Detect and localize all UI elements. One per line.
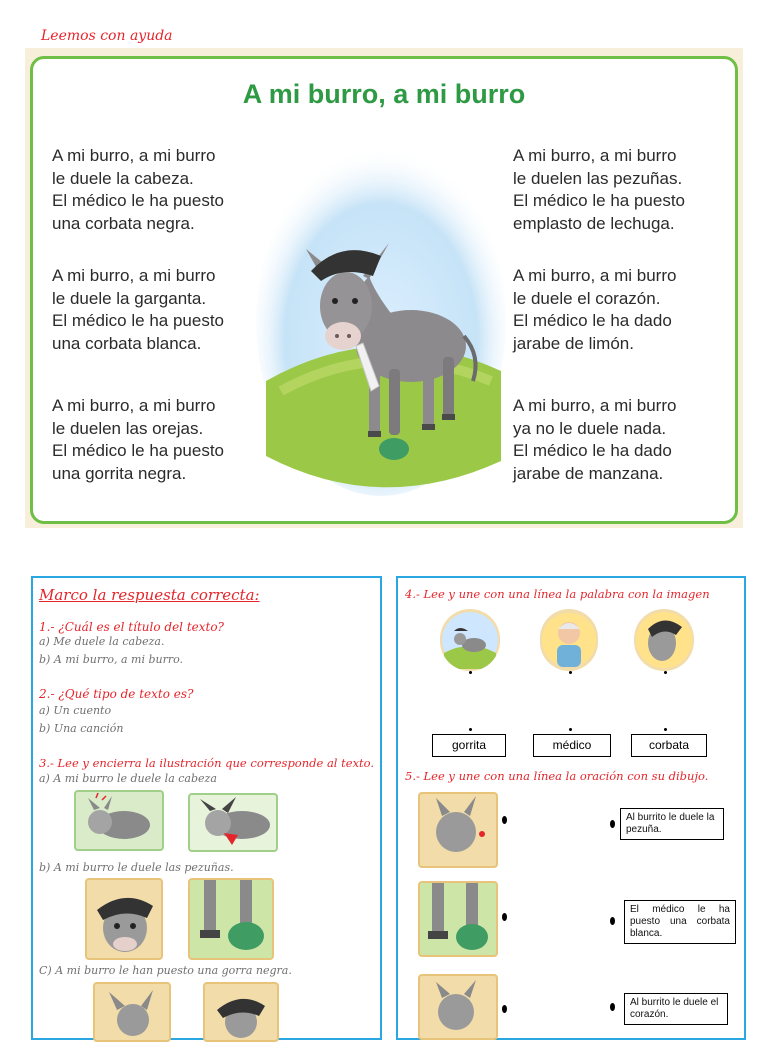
stanza-line: El médico le ha puesto [52,191,224,210]
donkey-head-icon [634,609,694,671]
stanza-line: le duelen las orejas. [52,418,204,438]
match-dot[interactable] [469,728,472,731]
question-1: 1.- ¿Cuál es el título del texto? [39,620,224,634]
donkey-headache-icon [76,792,162,849]
question-5: 5.- Lee y une con una línea la oración con su dibujo. [405,769,709,783]
word-corbata[interactable]: corbata [631,734,707,757]
stanza-6 [513,395,676,485]
poem-title: A mi burro, a mi burro [242,79,526,109]
sentence-1[interactable]: Al burrito le duele la pezuña. [620,808,724,840]
word-gorrita[interactable]: gorrita [432,734,506,757]
stanza-line: A mi burro, a mi burro [52,266,216,285]
match-dot[interactable] [569,671,572,674]
donkey-ears-icon [95,984,169,1040]
donkey-corbata-image[interactable] [634,609,694,671]
sentence-3[interactable]: Al burrito le duele el corazón. [624,993,728,1025]
match-dot[interactable] [610,820,615,828]
stanza-line: le duelen las pezuñas. [513,168,683,188]
donkey-hoof-image[interactable] [418,881,498,957]
section-label: Leemos con ayuda [41,28,173,44]
question-3: 3.- Lee y encierra la ilustración que corresponde al texto. [39,756,375,770]
answer-2b[interactable]: b) Una canción [39,722,124,735]
donkey-head-image[interactable] [93,982,171,1042]
stanza-line: le duele la garganta. [52,288,207,308]
stanza-line: A mi burro, a mi burro [52,396,216,415]
worksheet-heading: Marco la respuesta correcta: [39,586,260,604]
stanza-1 [52,145,224,235]
stanza-line: una corbata blanca. [52,333,202,353]
donkey-gorrita-image[interactable] [440,609,500,671]
stanza-line: una gorrita negra. [52,463,187,483]
stanza-line: A mi burro, a mi burro [513,146,677,165]
match-dot[interactable] [664,671,667,674]
donkey-standing-icon [440,609,500,671]
donkey-heart-image[interactable] [418,792,498,868]
stanza-3 [52,395,224,485]
stanza-line: ya no le duele nada. [513,418,667,438]
option-3a: a) A mi burro le duele la cabeza [39,772,217,785]
answer-1a[interactable]: a) Me duele la cabeza. [39,635,165,648]
donkey-gorrita-image[interactable] [85,878,163,960]
stanza-line: le duele el corazón. [513,288,661,308]
donkey-sad-icon [420,794,496,866]
donkey-with-cap-icon [87,880,161,958]
donkey-with-tie-icon [190,795,276,850]
stanza-line: El médico le ha dado [513,311,672,330]
bandaged-hoof-icon [420,883,496,955]
match-dot[interactable] [610,917,615,925]
answer-2a[interactable]: a) Un cuento [39,704,112,717]
question-2: 2.- ¿Qué tipo de texto es? [39,687,194,701]
donkey-illustration [251,131,511,511]
donkey-face-icon [420,976,496,1038]
word-medico[interactable]: médico [533,734,611,757]
match-dot[interactable] [502,1005,507,1013]
question-4: 4.- Lee y une con una línea la palabra con la imagen [405,587,710,601]
worksheet-right [396,576,746,1040]
donkey-bandaged-hoof-image[interactable] [188,878,274,960]
doctor-icon [540,609,598,671]
match-dot[interactable] [502,816,507,824]
poem-card [25,48,743,528]
donkey-black-cap-icon [205,984,277,1040]
answer-1b[interactable]: b) A mi burro, a mi burro. [39,653,184,666]
stanza-line: El médico le ha puesto [513,191,685,210]
match-dot[interactable] [502,913,507,921]
bandaged-hoof-icon [190,880,272,958]
stanza-4 [513,145,685,235]
option-3c: C) A mi burro le han puesto una gorra negra. [39,964,292,977]
worksheet-left [31,576,382,1040]
match-dot[interactable] [610,1003,615,1011]
match-dot[interactable] [664,728,667,731]
stanza-line: El médico le ha dado [513,441,672,460]
stanza-5 [513,265,676,355]
donkey-head-image[interactable] [74,790,164,851]
sentence-2[interactable]: El médico le ha puesto una corbata blanca. [624,900,736,944]
stanza-line: jarabe de manzana. [513,463,664,483]
stanza-line: emplasto de lechuga. [513,213,675,233]
option-3b: b) A mi burro le duele las pezuñas. [39,861,234,874]
donkey-cap-image[interactable] [203,982,279,1042]
stanza-line: le duele la cabeza. [52,168,194,188]
donkey-tie-image[interactable] [418,974,498,1040]
match-dot[interactable] [469,671,472,674]
donkey-tie-image[interactable] [188,793,278,852]
doctor-image[interactable] [540,609,598,671]
stanza-2 [52,265,224,355]
stanza-line: El médico le ha puesto [52,311,224,330]
stanza-line: A mi burro, a mi burro [513,266,677,285]
stanza-line: una corbata negra. [52,213,195,233]
stanza-line: El médico le ha puesto [52,441,224,460]
stanza-line: A mi burro, a mi burro [52,146,216,165]
match-dot[interactable] [569,728,572,731]
poem-frame [30,56,738,524]
stanza-line: A mi burro, a mi burro [513,396,677,415]
stanza-line: jarabe de limón. [513,333,634,353]
